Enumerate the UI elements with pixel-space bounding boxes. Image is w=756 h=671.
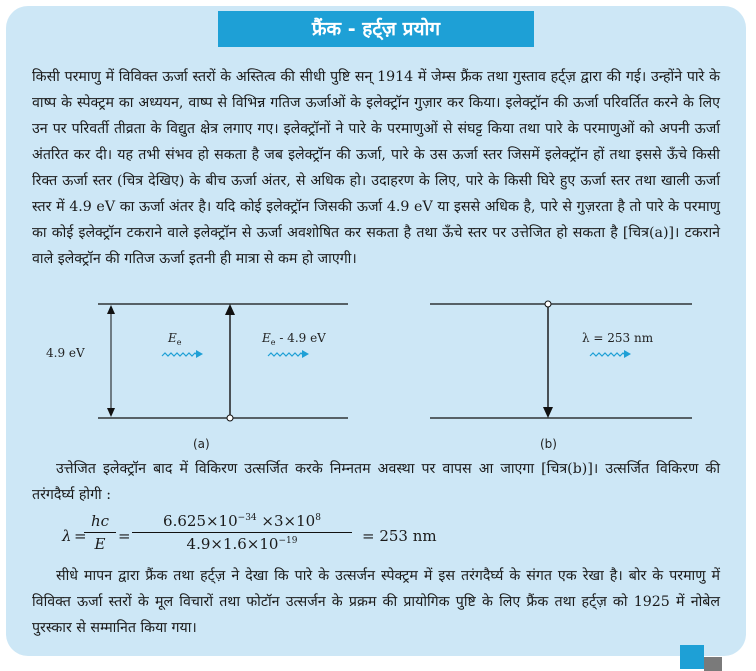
wavelength-equation [62,512,442,560]
fig-a-gap-arrowhead-up [107,305,115,314]
fig-b-wavelength-label: λ = 253 nm [582,331,654,345]
fig-b-caption: (b) [540,437,557,451]
corner-decoration-blue [680,645,704,669]
equation-fraction-2 [132,512,352,553]
equation-fraction-1-denominator: E [94,535,106,553]
corner-decoration-gray [704,657,722,671]
fig-a-excitation-arrowhead [225,304,235,315]
equation-fraction-2-numerator: $6.625\times 10^{-34} \times 3\times 10^8$ [132,512,352,533]
intro-paragraph: किसी परमाणु में विविक्त ऊर्जा स्तरों के अस्तित्व की सीधी पुष्टि सन् 1914 में जेम्स फ्रैंक तथा गुस्ताव हर्ट्ज़ द्वारा की गई। उन्होंने पारे के वाष्प के स्पेक्ट्रम का अध्ययन, वाष्प से विभिन्न गतिज ऊर्जाओं के इलेक्ट्रॉन गुज़ार कर किया। इलेक्ट्रॉन की ऊर्जा परिवर्तित करने के लिए उन पर परिवर्ती तीव्रता के विद्युत क्षेत्र लगाए गए। इलेक्ट्रॉनों ने पारे के परमाणुओं से संघट्ट किया तथा पारे के परमाणुओं को अपनी ऊर्जा अंतरित कर दी। यह तभी संभव हो सकता है जब इलेक्ट्रॉन की ऊर्जा, पारे के उस ऊर्जा स्तर जिसमें इलेक्ट्रॉन हों तथा इससे ऊँचे किसी रिक्त ऊर्जा स्तर (चित्र देखिए) के बीच ऊर्जा अंतर, से अधिक हो। उदाहरण के लिए, पारे के किसी घिरे हुए ऊर्जा स्तर तथा खाली ऊर्जा स्तर में 4.9 eV का ऊर्जा अंतर है। यदि कोई इलेक्ट्रॉन जिसकी ऊर्जा 4.9 eV या इससे अधिक है, पारे से गुज़रता है तो पारे के परमाणु का कोई इलेक्ट्रॉन टकराने वाले इलेक्ट्रॉन से ऊर्जा अवशोषित कर सकता है तथा ऊँचे स्तर पर उत्तेजित हो सकता है [चित्र(a)]। टकराने वाले इलेक्ट्रॉन की गतिज ऊर्जा इतनी ही मात्रा से कम हो जाएगी। [32,69,720,267]
equation-equals-2: = [118,527,131,545]
fig-b-photon-arrowhead [624,350,631,358]
equation-fraction-1-numerator: hc [84,512,116,533]
equation-equals-1: = [74,527,87,545]
fig-a-incident-wave [162,353,198,356]
equation-fraction-1 [84,512,116,553]
fig-a-gap-label: 4.9 eV [46,346,85,360]
equation-result: = 253 nm [362,527,437,545]
equation-fraction-2-denominator: $4.9\times 1.6\times 10^{-19}$ [186,535,298,553]
fig-b-decay-arrowhead [543,407,553,418]
fig-a-outgoing-arrowhead [302,350,309,358]
fig-a-outgoing-wave [268,353,304,356]
fig-a-incident-arrowhead [196,350,203,358]
fig-a-electron-dot [227,415,233,421]
fig-b-electron-dot [545,301,551,307]
fig-a-caption: (a) [193,437,210,451]
fig-a-incident-label: $E_e$ [168,331,182,347]
fig-b-photon-wave [590,353,626,356]
emission-paragraph: उत्तेजित इलेक्ट्रॉन बाद में विकिरण उत्सर्जित करके निम्नतम अवस्था पर वापस आ जाएगा [चित्र(b)]। उत्सर्जित विकिरण की तरंगदैर्घ्य होगी : [32,461,720,503]
fig-a-gap-arrowhead-down [107,408,115,417]
energy-level-figure [0,290,756,460]
conclusion-paragraph: सीधे मापन द्वारा फ्रैंक तथा हर्ट्ज़ ने देखा कि पारे के उत्सर्जन स्पेक्ट्रम में इस तरंगदैर्घ्य के संगत एक रेखा है। बोर के परमाणु में विविक्त ऊर्जा स्तरों के मूल विचारों तथा फोटॉन उत्सर्जन के प्रक्रम की प्रायोगिक पुष्टि के लिए फ्रैंक तथा हर्ट्ज़ को 1925 में नोबेल पुरस्कार से सम्मानित किया गया। [32,568,720,636]
equation-lhs: λ [62,527,72,545]
box-title: फ्रैंक - हर्ट्ज़ प्रयोग [218,11,534,47]
fig-a-outgoing-label: $E_e - 4.9$ eV [262,331,326,347]
